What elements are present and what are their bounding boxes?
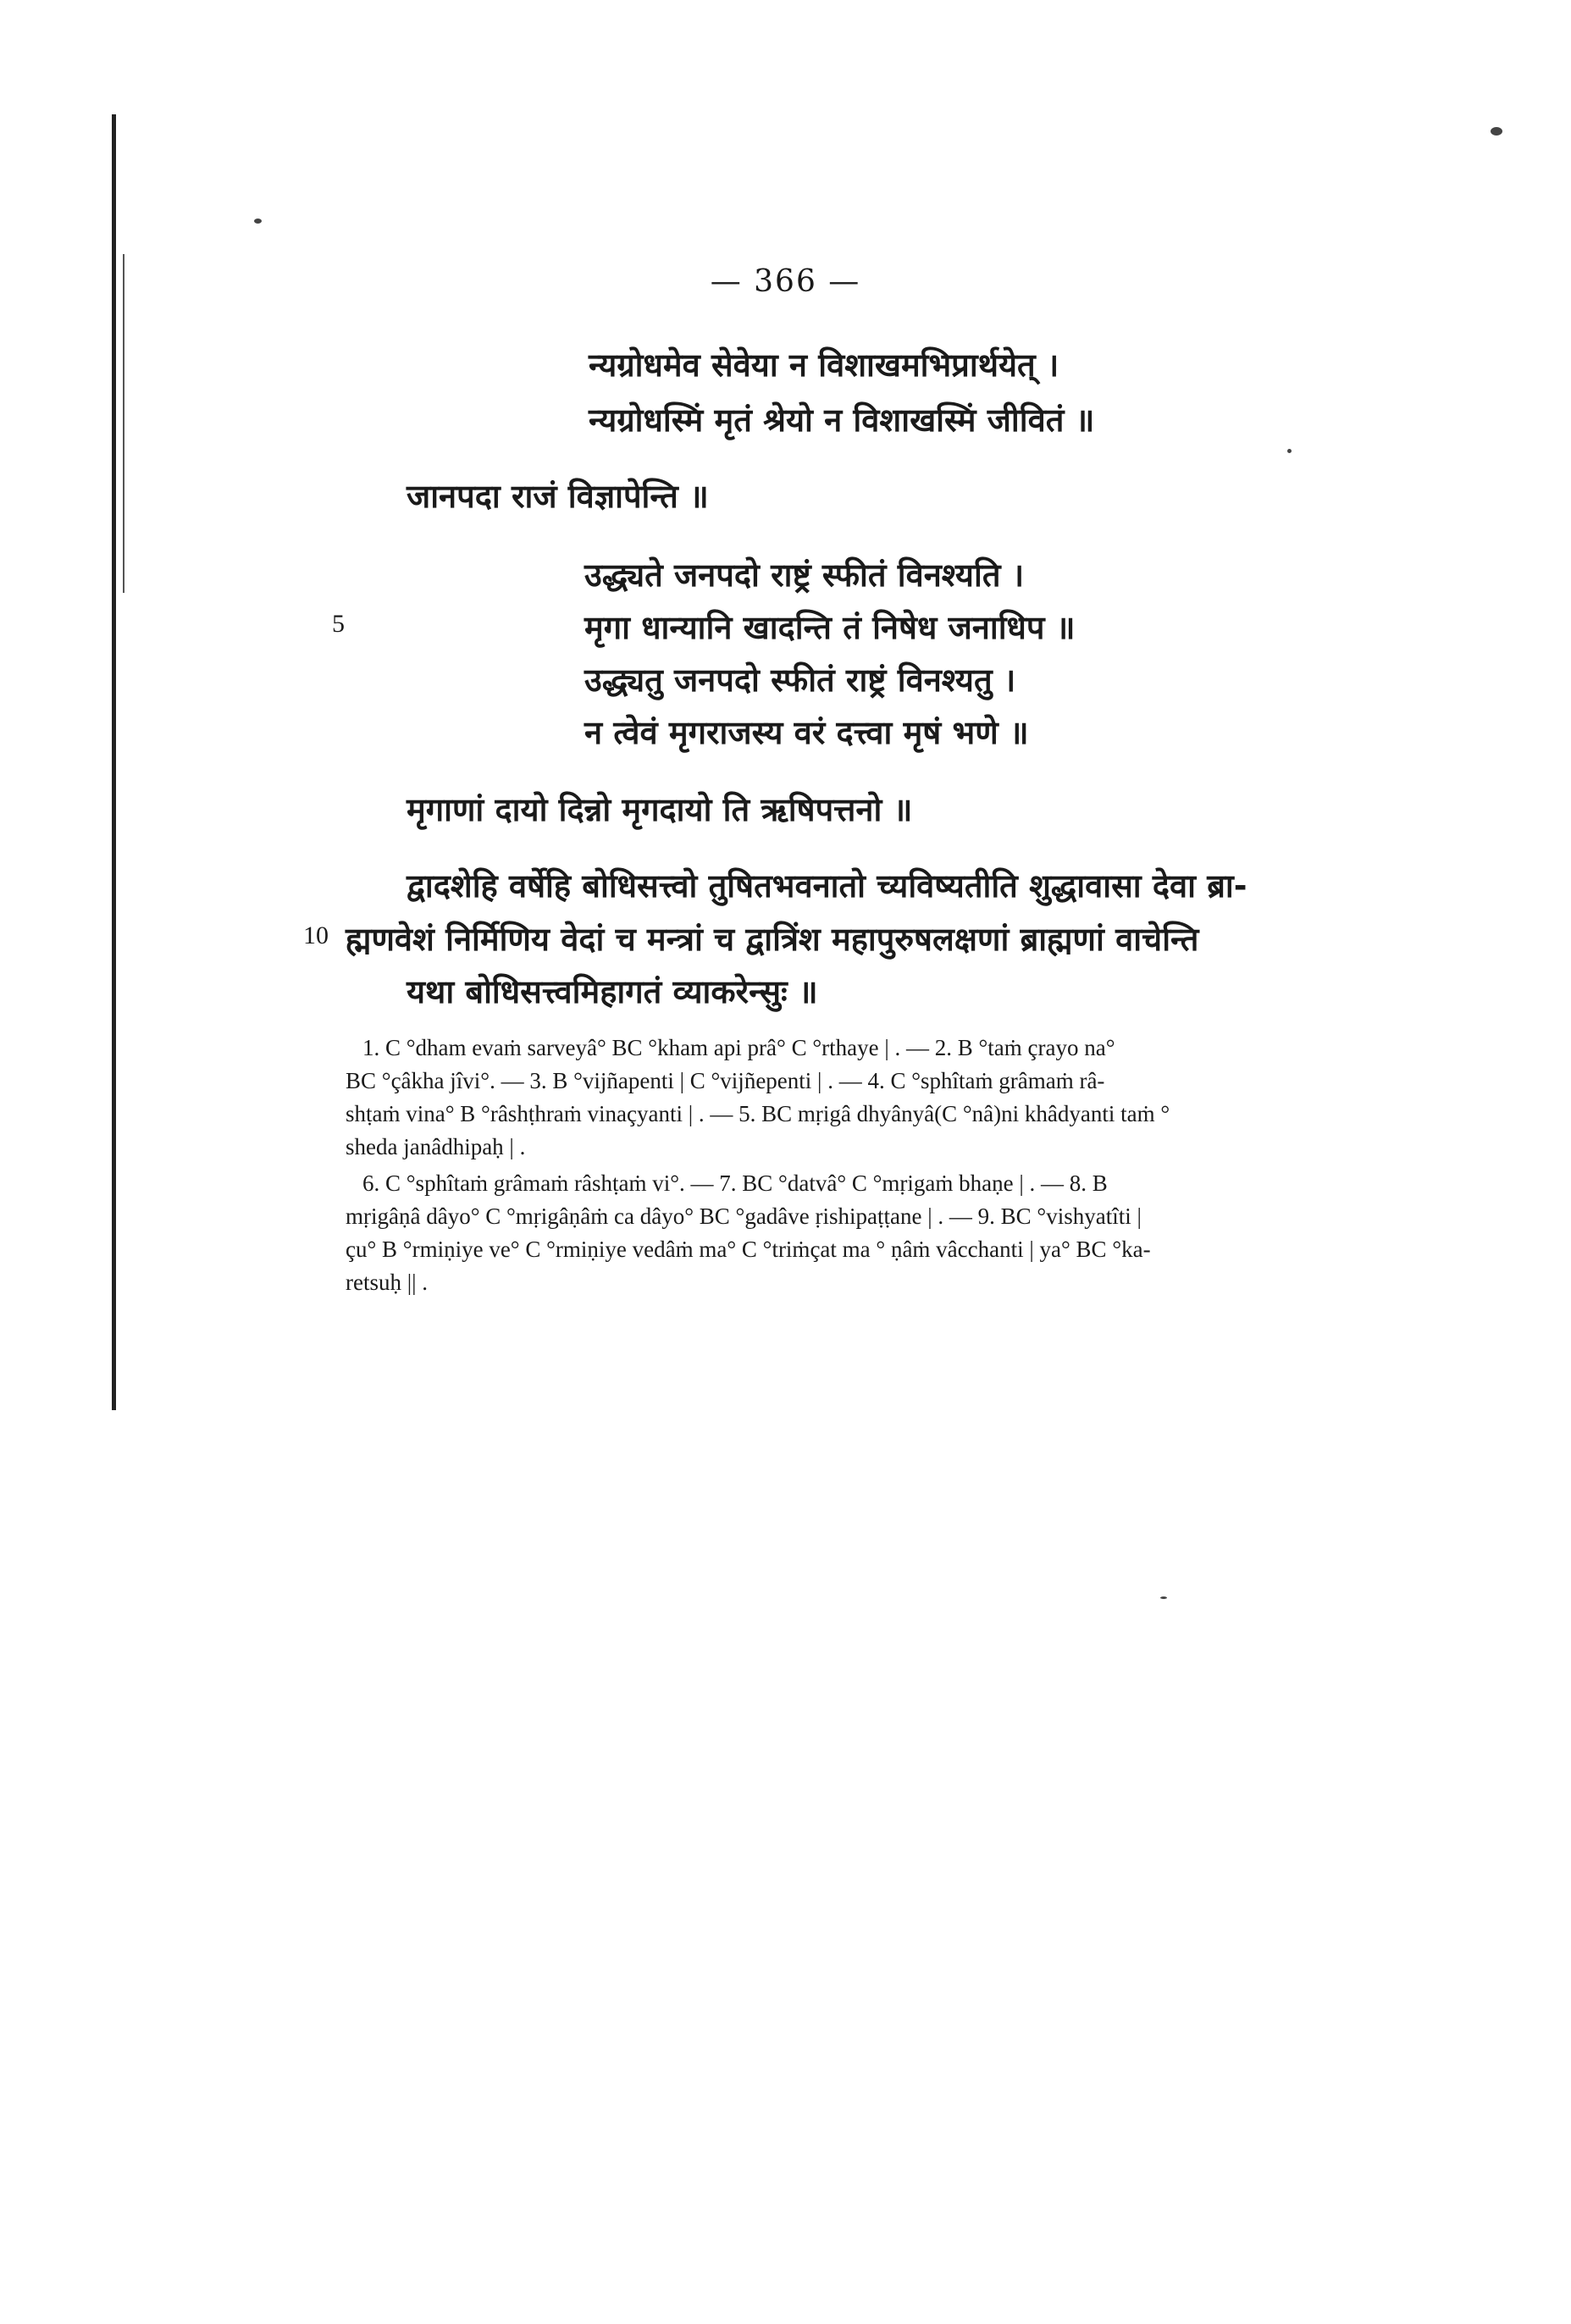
footnote-line: shṭaṁ vina° B °râshṭhraṁ vinaçyanti | . — 5. BC mṛigâ dhyânyâ(C °nâ)ni khâdyanti taṁ ° <box>346 1101 1170 1126</box>
verse-1-line-2: न्यग्रोधस्मिं मृतं श्रेयो न विशाखस्मिं जीवितं ॥ <box>589 401 1095 439</box>
prose-paragraph-3-line-1: द्वादशेहि वर्षेहि बोधिसत्त्वो तुषितभवनातो च्यविष्यतीति शुद्धावासा देवा ब्रा- <box>407 867 1247 905</box>
footnote-paragraph-1 <box>346 1032 1438 1164</box>
footnote-line: çu° B °rmiṇiye ve° C °rmiṇiye vedâṁ ma° C °triṁçat ma ° ṇâṁ vâcchanti | ya° BC °ka- <box>346 1237 1151 1262</box>
verse-1-line-1: न्यग्रोधमेव सेवेया न विशाखमभिप्रार्थयेत् । <box>589 346 1059 384</box>
footnote-paragraph-2 <box>346 1167 1438 1299</box>
scan-speck <box>1491 127 1502 136</box>
prose-paragraph-2: मृगाणां दायो दिन्नो मृगदायो ति ऋषिपत्तनो ॥ <box>407 791 913 828</box>
verse-2-line-3: उद्ध्यतु जनपदो स्फीतं राष्ट्रं विनश्यतु । <box>584 661 1016 699</box>
footnote-line: 1. C °dham evaṁ sarveyâ° BC °kham api prâ° C °rthaye | . — 2. B °taṁ çrayo na° <box>362 1035 1115 1060</box>
footnotes <box>346 1032 1438 1299</box>
scan-speck <box>1160 1596 1167 1599</box>
page-number: — 366 — <box>710 264 861 299</box>
footnote-line: BC °çâkha jîvi°. — 3. B °vijñapenti | C °vijñepenti | . — 4. C °sphîtaṁ grâmaṁ râ- <box>346 1068 1105 1093</box>
prose-paragraph-3-line-3: यथा बोधिसत्त्वमिहागतं व्याकरेन्सुः ॥ <box>407 973 818 1010</box>
verse-2-line-2: मृगा धान्यानि खादन्ति तं निषेध जनाधिप ॥ <box>584 609 1076 646</box>
footnote-line: retsuḥ || . <box>346 1270 429 1295</box>
scan-speck <box>1287 449 1292 453</box>
page-edge-mark <box>112 114 116 1410</box>
line-number-10: 10 <box>303 921 329 949</box>
footnote-line: 6. C °sphîtaṁ grâmaṁ râshṭaṁ vi°. — 7. BC °datvâ° C °mṛigaṁ bhaṇe | . — 8. B <box>362 1170 1108 1196</box>
line-number-5: 5 <box>332 610 345 638</box>
page-edge-mark-secondary <box>123 254 124 593</box>
footnote-line: sheda janâdhipaḥ | . <box>346 1134 526 1159</box>
prose-paragraph-3-line-2: ह्मणवेशं निर्मिणिय वेदां च मन्त्रां च द्वात्रिंश महापुरुषलक्षणां ब्राह्मणां वाचेन्ति <box>346 921 1199 958</box>
verse-2-line-4: न त्वेवं मृगराजस्य वरं दत्त्वा मृषं भणे ॥ <box>584 714 1029 751</box>
verse-2-line-1: उद्ध्यते जनपदो राष्ट्रं स्फीतं विनश्यति । <box>584 556 1025 594</box>
scan-speck <box>254 219 262 224</box>
prose-paragraph-1: जानपदा राजं विज्ञापेन्ति ॥ <box>407 478 709 515</box>
footnote-line: mṛigâṇâ dâyo° C °mṛigâṇâṁ ca dâyo° BC °gadâve ṛishipaṭṭane | . — 9. BC °vishyatîti | <box>346 1204 1142 1229</box>
